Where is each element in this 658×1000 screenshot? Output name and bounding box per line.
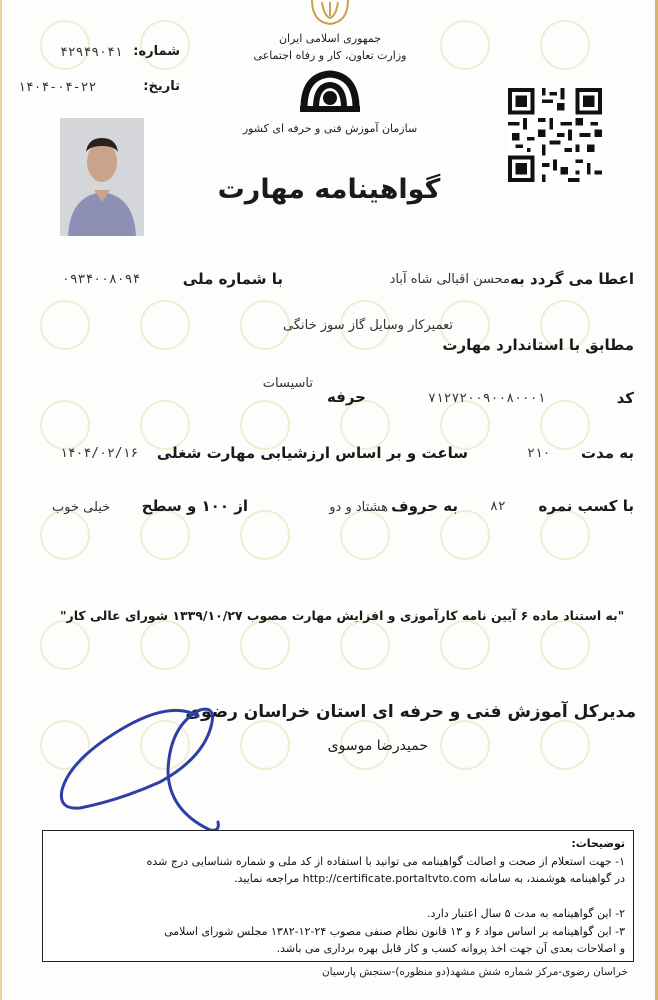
code-label: کد [616, 389, 634, 407]
iran-emblem-icon [308, 0, 352, 26]
code-value: ۷۱۲۷۲۰۰۹۰۰۸۰۰۰۱ [428, 391, 546, 406]
standard-value: تعمیرکار وسایل گاز سوز خانگی [283, 318, 453, 333]
date-label: تاریخ: [143, 79, 180, 94]
date-value: ۱۴۰۴-۰۴-۲۲ [18, 80, 97, 95]
evaluation-date: ۱۴۰۴/۰۲/۱۶ [60, 446, 139, 461]
note-3b: و اصلاحات بعدی آن جهت اخذ پروانه کسب و کار قابل بهره برداری می باشد. [276, 942, 625, 955]
awarded-to-label: اعطا می گردد به [510, 270, 634, 288]
trade-label: حرفه [326, 388, 366, 406]
holder-name: محسن اقبالی شاه آباد [389, 272, 510, 287]
score-digits: ۸۲ [490, 499, 506, 514]
legal-citation: "به استناد ماده ۶ آیین نامه کارآموزی و افزایش مهارت مصوب ۱۳۳۹/۱۰/۲۷ شورای عالی کار" [60, 608, 625, 623]
level-value: خیلی خوب [52, 500, 111, 515]
score-words: هشتاد و دو [329, 500, 388, 515]
header-ministry: وزارت تعاون، کار و رفاه اجتماعی [253, 49, 407, 62]
score-label: با کسب نمره [538, 497, 634, 515]
note-3a: ۳- این گواهینامه بر اساس مواد ۶ و ۱۳ قانون نظام صنفی مصوب ۲۴-۱۲-۱۳۸۲ مجلس شورای اسلامی [164, 925, 625, 938]
note-1a: ۱- جهت استعلام از صحت و اصالت گواهینامه می توانید با استفاده از کد ملی و شماره شناسایی درج شده [146, 855, 625, 868]
trade-value: تاسیسات [262, 376, 313, 391]
qr-code[interactable] [508, 88, 602, 182]
number-label: شماره: [133, 44, 180, 59]
page-border-left [0, 0, 2, 1000]
in-words-label: به حروف [391, 497, 458, 515]
tvto-logo-icon [298, 68, 362, 114]
notes-box [42, 830, 634, 962]
note-1b: در گواهینامه هوشمند، به سامانه http://certificate.portaltvto.com مراجعه نمایید. [234, 872, 625, 885]
footer-text: خراسان رضوی-مرکز شماره شش مشهد(دو منظوره)-سنجش پارسیان [321, 966, 628, 978]
note-2: ۲- این گواهینامه به مدت ۵ سال اعتبار دارد. [427, 907, 625, 920]
header-republic: جمهوری اسلامی ایران [278, 32, 382, 45]
national-id-label: با شماره ملی [182, 270, 283, 288]
director-title: مدیرکل آموزش فنی و حرفه ای استان خراسان رضوی [185, 702, 636, 722]
duration-label: به مدت [581, 444, 634, 462]
certificate-title: گواهینامه مهارت [217, 174, 441, 205]
out-of-level-label: از ۱۰۰ و سطح [141, 497, 248, 515]
duration-hours: ۲۱۰ [527, 446, 551, 461]
notes-title: توضیحات: [571, 837, 625, 850]
standard-label: مطابق با استاندارد مهارت [442, 336, 634, 354]
evaluation-label: ساعت و بر اساس ارزشیابی مهارت شغلی [156, 444, 468, 462]
header-organization: سازمان آموزش فنی و حرفه ای کشور [242, 122, 418, 135]
national-id-value: ۰۹۳۴۰۰۸۰۹۴ [62, 272, 141, 287]
director-name: حمیدرضا موسوی [327, 738, 428, 754]
number-value: ۴۲۹۴۹۰۴۱ [60, 45, 123, 60]
signature [50, 690, 250, 840]
